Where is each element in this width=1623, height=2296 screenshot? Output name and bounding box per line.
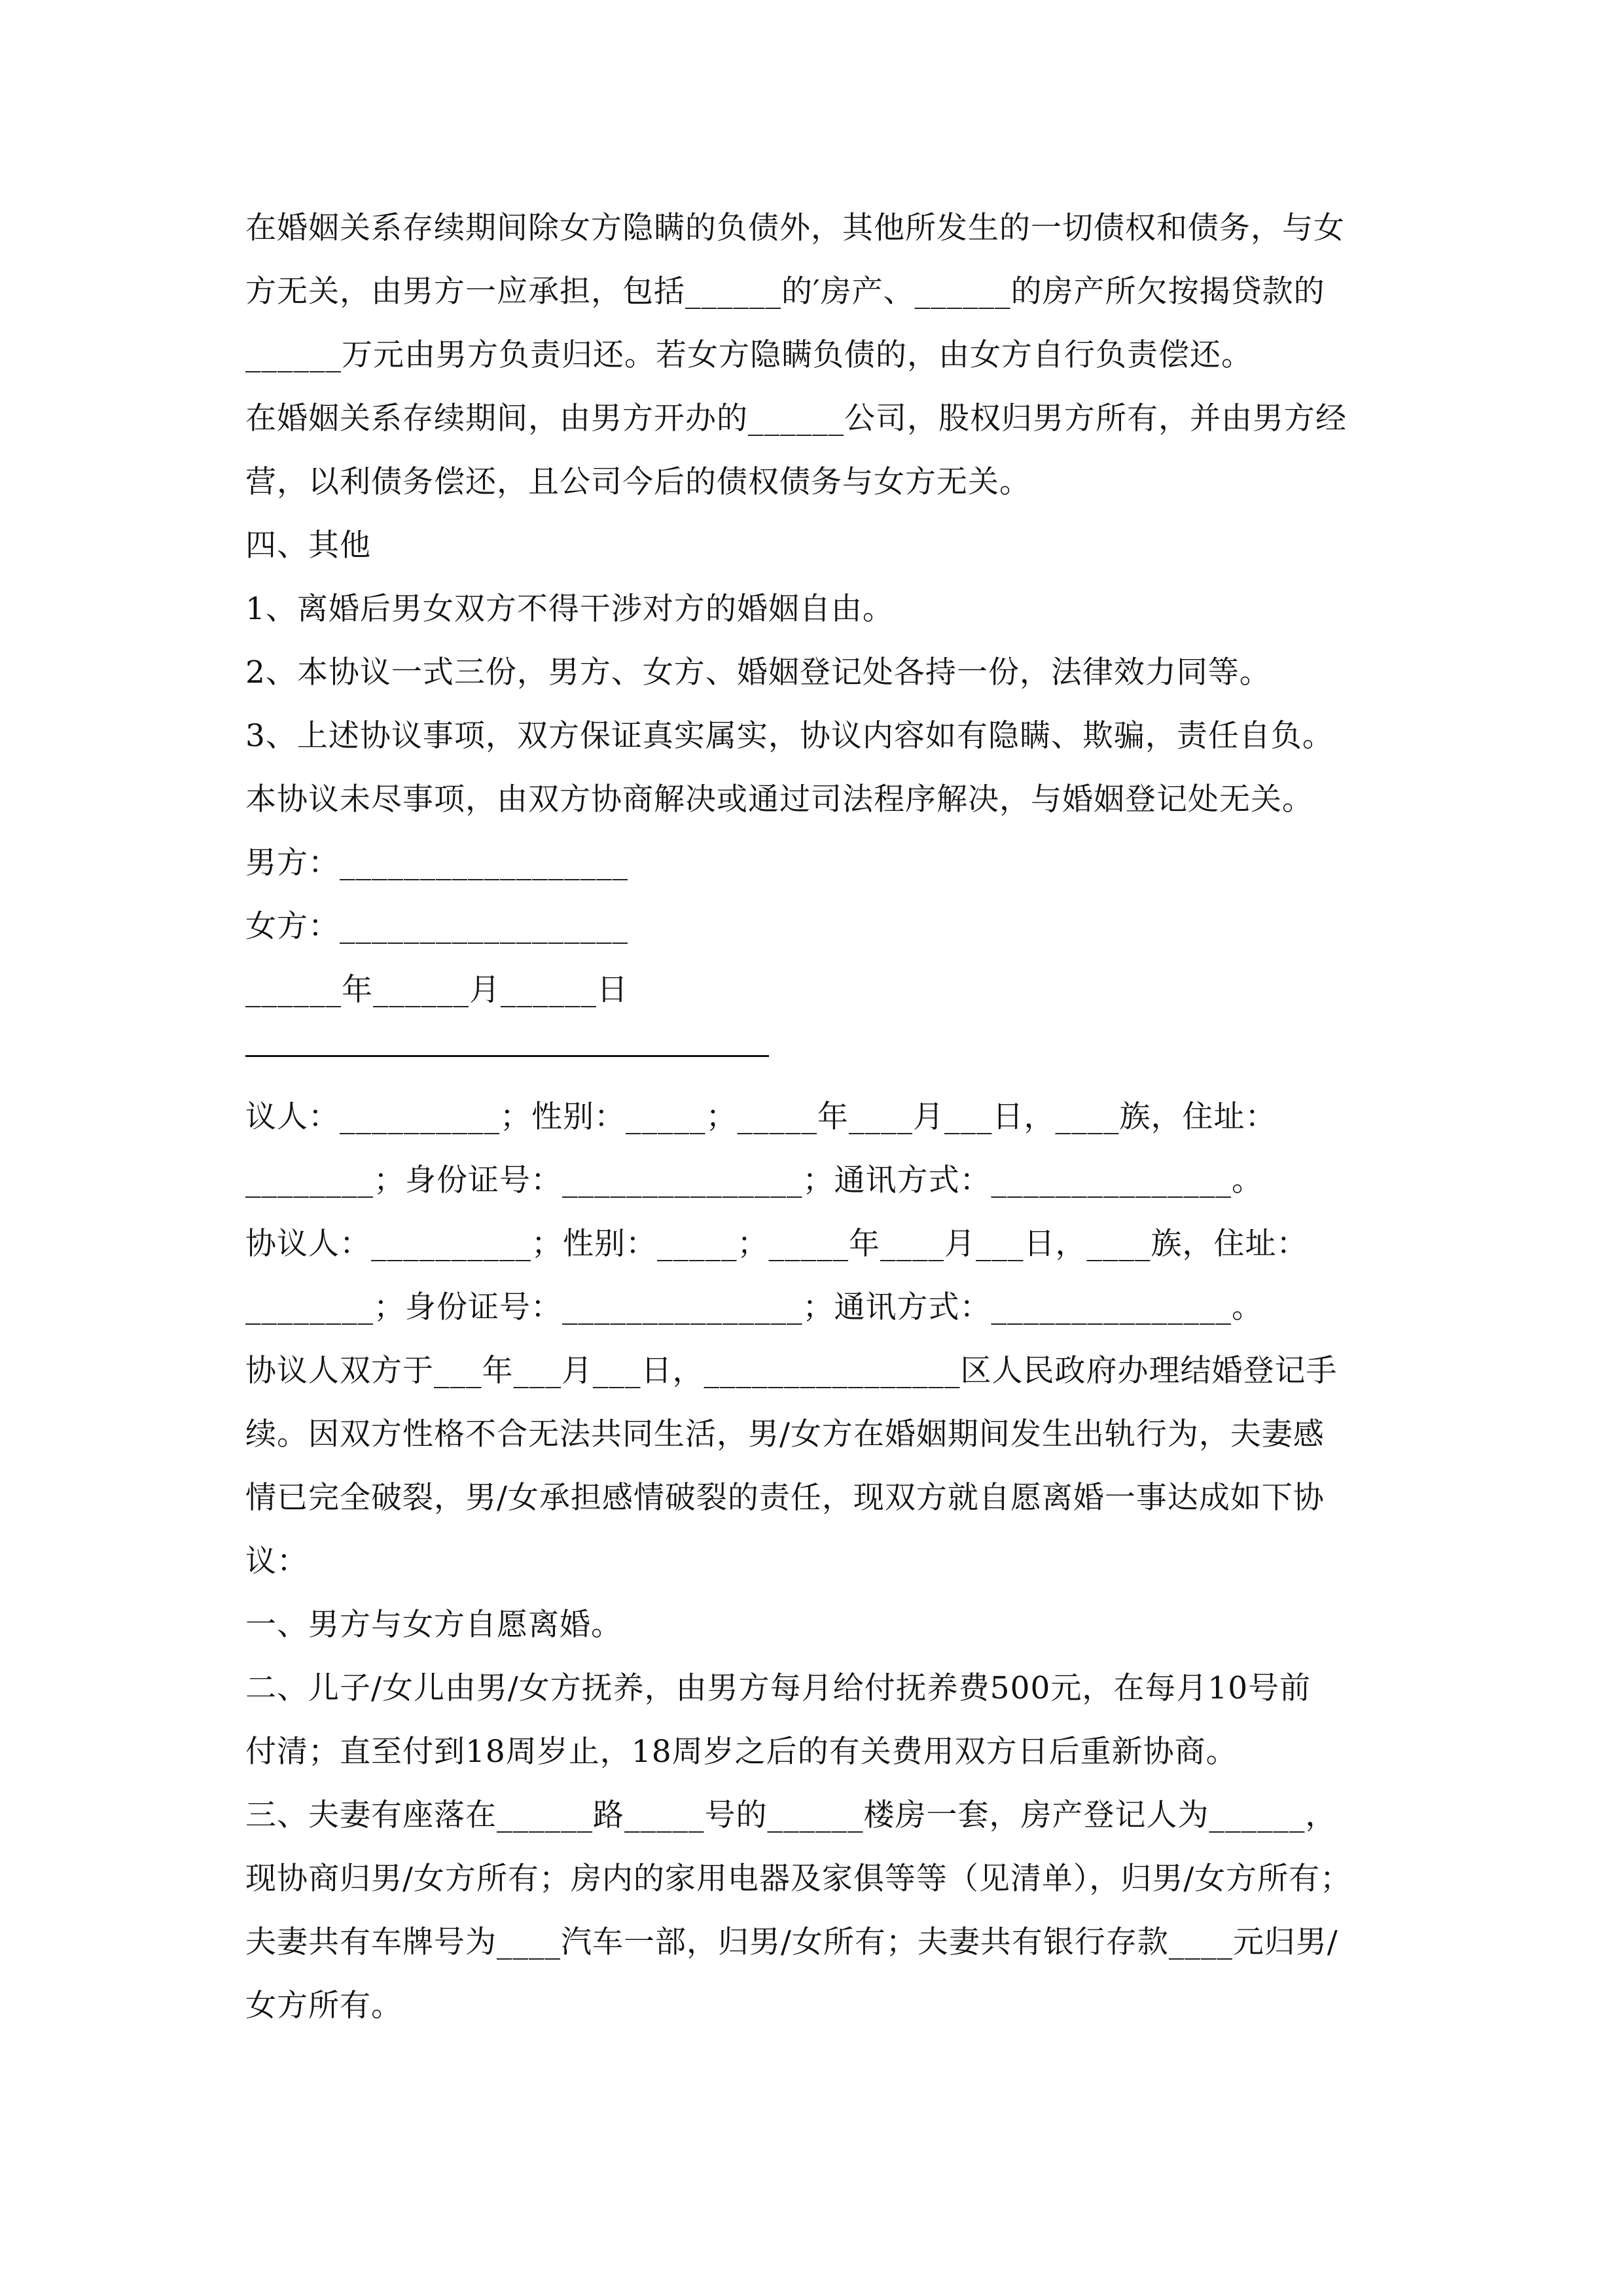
text-line: 方无关，由男方一应承担，包括______的′房产、______的房产所欠按揭贷款的 — [245, 274, 1325, 310]
text-line: 现协商归男/女方所有；房内的家用电器及家俱等等（见清单），归男/女方所有； — [245, 1861, 1352, 1897]
text-line: ________；身份证号：_______________；通讯方式：_______________。 — [245, 1289, 1263, 1325]
text-line: 一、男方与女方自愿离婚。 — [245, 1607, 622, 1643]
signature-male-line: 男方：__________________ — [245, 845, 628, 881]
text-line: 议： — [245, 1543, 308, 1579]
text-line: 协议人：__________；性别：_____；_____年____月___日，____族，住址： — [245, 1226, 1308, 1262]
divider-line — [245, 1022, 1384, 1085]
horizontal-divider — [245, 1055, 769, 1057]
text-line: 议人：__________；性别：_____；_____年____月___日，____族，住址： — [245, 1099, 1277, 1135]
text-line: 2、本协议一式三份，男方、女方、婚姻登记处各持一份，法律效力同等。 — [245, 655, 1271, 691]
text-line: 在婚姻关系存续期间除女方隐瞒的负债外，其他所发生的一切债权和债务，与女 — [245, 210, 1345, 246]
document-body — [245, 196, 1384, 2037]
text-line: 1、离婚后男女双方不得干涉对方的婚姻自由。 — [245, 591, 894, 627]
text-line: 协议人双方于___年___月___日，________________区人民政府办理结婚登记手 — [245, 1353, 1338, 1389]
text-line: 女方所有。 — [245, 1988, 402, 2024]
text-line: 二、儿子/女儿由男/女方抚养，由男方每月给付抚养费500元，在每月10号前 — [245, 1670, 1311, 1706]
text-line: 三、夫妻有座落在______路_____号的______楼房一套，房产登记人为______， — [245, 1797, 1337, 1833]
text-line: 营，以利债务偿还，且公司今后的债权债务与女方无关。 — [245, 464, 1031, 500]
text-line: 付清；直至付到18周岁止，18周岁之后的有关费用双方日后重新协商。 — [245, 1734, 1238, 1770]
text-line: 3、上述协议事项，双方保证真实属实，协议内容如有隐瞒、欺骗，责任自负。 — [245, 718, 1334, 754]
signature-female-line: 女方：__________________ — [245, 908, 628, 944]
text-line: 在婚姻关系存续期间，由男方开办的______公司，股权归男方所有，并由男方经 — [245, 401, 1347, 437]
section-heading: 四、其他 — [245, 528, 371, 564]
text-line: 情已完全破裂，男/女承担感情破裂的责任，现双方就自愿离婚一事达成如下协 — [245, 1480, 1325, 1516]
text-line: 夫妻共有车牌号为____汽车一部，归男/女所有；夫妻共有银行存款____元归男/ — [245, 1924, 1338, 1960]
text-line: 续。因双方性格不合无法共同生活，男/女方在婚姻期间发生出轨行为，夫妻感 — [245, 1416, 1325, 1452]
text-line: ________；身份证号：_______________；通讯方式：_______________。 — [245, 1162, 1263, 1198]
text-line: ______万元由男方负责归还。若女方隐瞒负债的，由女方自行负责偿还。 — [245, 337, 1253, 373]
text-line: 本协议未尽事项，由双方协商解决或通过司法程序解决，与婚姻登记处无关。 — [245, 781, 1313, 817]
date-line: ______年______月______日 — [245, 972, 628, 1008]
